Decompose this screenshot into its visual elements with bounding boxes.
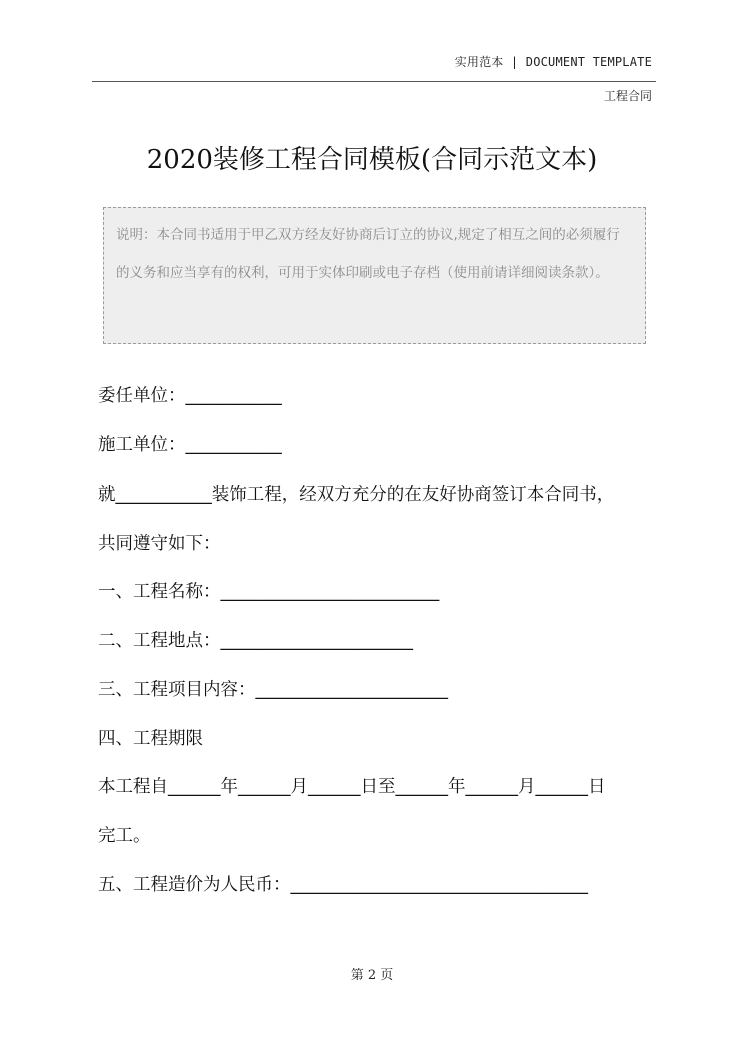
intro-line-2: 共同遵守如下： [98,534,221,554]
intro-line-1: 就___________装饰工程，经双方充分的在友好协商签订本合同书， [98,485,615,505]
contractor-line: 施工单位：___________ [98,435,282,455]
category-label: 工程合同 [603,89,652,103]
project-name-line: 一、工程名称：_________________________ [98,582,440,602]
instructions-note: 说明：本合同书适用于甲乙双方经友好协商后订立的协议,规定了相互之间的必须履行的义务和应当享有的权利，可用于实体印刷或电子存档（使用前请详细阅读条款）。 [103,207,646,344]
project-period-line-2: 完工。 [98,826,151,846]
header-divider [92,81,656,82]
project-content-line: 三、工程项目内容：______________________ [98,680,448,700]
project-location-line: 二、工程地点：______________________ [98,631,413,651]
project-period-heading: 四、工程期限 [98,729,203,749]
page-number: 第 2 页 [350,968,394,983]
document-title: 2020装修工程合同模板(合同示范文本) [146,145,598,175]
document-template-label: 实用范本 | DOCUMENT TEMPLATE [454,55,652,69]
client-line: 委任单位：___________ [98,386,282,406]
project-cost-line: 五、工程造价为人民币：__________________________________ [98,875,588,895]
project-period-line-1: 本工程自______年______月______日至______年______月______日 [98,777,606,797]
